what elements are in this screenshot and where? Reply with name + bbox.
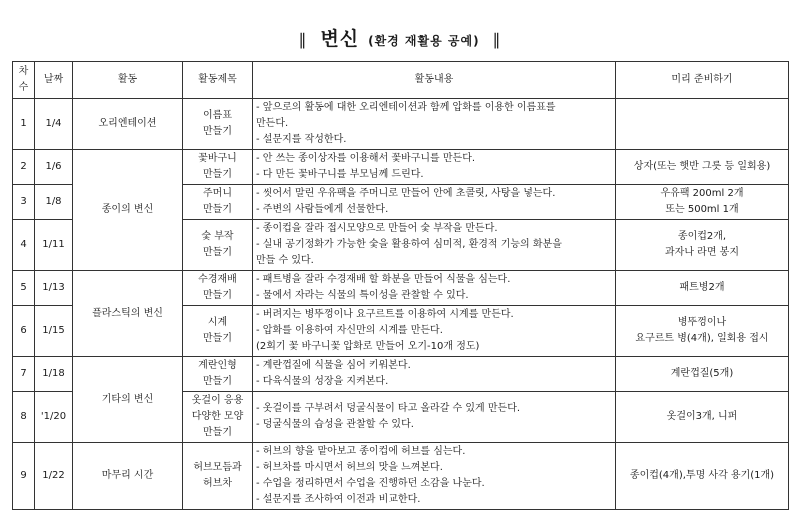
prep-line: 상자(또는 햇반 그릇 등 일회용) [633, 161, 771, 172]
title-line: 만들기 [203, 427, 232, 438]
title-line: 계란인형 [198, 360, 237, 371]
content-line: - 설문지를 조사하여 이전과 비교한다. [256, 494, 421, 505]
title-line: 만들기 [203, 204, 232, 215]
title-line: 주머니 [203, 188, 232, 199]
content-line: - 계란껍질에 식물을 심어 키워본다. [256, 360, 411, 371]
title-line: 이름표 [203, 110, 232, 121]
prep-line: 종이컵(4개),투명 사각 용기(1개) [629, 470, 775, 481]
cell-activity-title [183, 357, 253, 392]
cell-preparation [616, 306, 789, 357]
cell-session: 9 [13, 443, 35, 510]
prep-line: 또는 500ml 1개 [665, 204, 739, 215]
cell-activity-title [183, 271, 253, 306]
cell-activity-title [183, 443, 253, 510]
cell-session: 5 [13, 271, 35, 306]
cell-content [253, 271, 616, 306]
title-subtitle: (환경 재활용 공예) [368, 34, 480, 48]
cell-date: 1/18 [35, 357, 73, 392]
prep-line: 종이컵2개, [677, 231, 727, 242]
cell-preparation [616, 357, 789, 392]
cell-session: 4 [13, 220, 35, 271]
content-line: 만들 수 있다. [256, 255, 314, 266]
cell-activity: 기타의 변신 [73, 357, 183, 443]
table-row [13, 99, 789, 150]
title-line: 허브차 [203, 478, 232, 489]
cell-activity-title [183, 150, 253, 185]
cell-preparation [616, 443, 789, 510]
cell-session: 8 [13, 392, 35, 443]
header-content: 활동내용 [253, 62, 616, 99]
title-bars-right: ∥ [492, 30, 502, 49]
cell-date: 1/6 [35, 150, 73, 185]
cell-content [253, 357, 616, 392]
cell-preparation [616, 99, 789, 150]
header-date: 날짜 [35, 62, 73, 99]
cell-date: 1/13 [35, 271, 73, 306]
cell-date: 1/4 [35, 99, 73, 150]
cell-date: 1/11 [35, 220, 73, 271]
cell-date: '1/20 [35, 392, 73, 443]
cell-activity: 마무리 시간 [73, 443, 183, 510]
table-header-row [13, 62, 789, 99]
title-line: 옷걸이 응용 [191, 395, 244, 406]
cell-content [253, 150, 616, 185]
header-preparation: 미리 준비하기 [616, 62, 789, 99]
header-session: 차수 [13, 62, 35, 99]
prep-line: 요구르트 병(4개), 일회용 접시 [635, 333, 769, 344]
cell-session: 2 [13, 150, 35, 185]
title-line: 만들기 [203, 169, 232, 180]
cell-activity-title [183, 185, 253, 220]
cell-date: 1/22 [35, 443, 73, 510]
content-line: - 허브의 향을 맡아보고 종이컵에 허브를 심는다. [256, 446, 466, 457]
title-line: 만들기 [203, 376, 232, 387]
cell-session: 1 [13, 99, 35, 150]
cell-activity-title [183, 99, 253, 150]
content-line: - 옷걸이를 구부려서 덩굴식물이 타고 올라갈 수 있게 만든다. [256, 403, 521, 414]
title-line: 허브모듬과 [193, 462, 242, 473]
content-line: - 다육식물의 성장을 지켜본다. [256, 376, 389, 387]
title-line: 꽃바구니 [198, 153, 237, 164]
content-line: 만든다. [256, 118, 289, 129]
cell-date: 1/8 [35, 185, 73, 220]
prep-line: 우유팩 200ml 2개 [660, 188, 744, 199]
cell-activity: 오리엔테이션 [73, 99, 183, 150]
cell-session: 3 [13, 185, 35, 220]
header-activity: 활동 [73, 62, 183, 99]
cell-session: 6 [13, 306, 35, 357]
title-line: 만들기 [203, 126, 232, 137]
schedule-table [12, 61, 789, 510]
content-line: - 패트병을 잘라 수경재배 할 화분을 만들어 식물을 심는다. [256, 274, 511, 285]
title-line: 만들기 [203, 333, 232, 344]
table-row [13, 150, 789, 185]
cell-content [253, 443, 616, 510]
content-line: - 버려지는 병뚜껑이나 요구르트를 이용하여 시계를 만든다. [256, 309, 514, 320]
cell-content [253, 185, 616, 220]
content-line: - 물에서 자라는 식물의 특이성을 관찰할 수 있다. [256, 290, 469, 301]
cell-preparation [616, 392, 789, 443]
cell-activity-title [183, 306, 253, 357]
content-line: - 덩굴식물의 습성을 관찰할 수 있다. [256, 419, 414, 430]
cell-session: 7 [13, 357, 35, 392]
title-line: 숯 부작 [201, 231, 234, 242]
content-line: - 수업을 정리하면서 수업을 진행하던 소감을 나눈다. [256, 478, 485, 489]
content-line: (2회기 꽃 바구니꽃 압화로 만들어 오기-10개 정도) [256, 341, 480, 352]
title-line: 만들기 [203, 290, 232, 301]
title-main: 변신 [320, 28, 360, 50]
cell-content [253, 220, 616, 271]
content-line: - 다 만든 꽃바구니를 부모님께 드린다. [256, 169, 424, 180]
content-line: - 앞으로의 활동에 대한 오리엔테이션과 함께 압화를 이용한 이름표를 [256, 102, 556, 113]
content-line: - 씻어서 말린 우유팩을 주머니로 만들어 안에 초콜릿, 사탕을 넣는다. [256, 188, 556, 199]
title-line: 다양한 모양 [191, 411, 244, 422]
cell-preparation [616, 220, 789, 271]
cell-activity: 종이의 변신 [73, 150, 183, 271]
cell-content [253, 392, 616, 443]
content-line: - 압화를 이용하여 자신만의 시계를 만든다. [256, 325, 443, 336]
document-title [0, 24, 800, 51]
cell-preparation [616, 150, 789, 185]
content-line: - 종이컵을 잘라 접시모양으로 만들어 숯 부작을 만든다. [256, 223, 498, 234]
header-activity-title: 활동제목 [183, 62, 253, 99]
cell-date: 1/15 [35, 306, 73, 357]
prep-line: 병뚜껑이나 [677, 317, 727, 328]
cell-content [253, 306, 616, 357]
prep-line: 과자나 라면 봉지 [665, 247, 739, 258]
prep-line: 패트병2개 [679, 282, 725, 293]
cell-content [253, 99, 616, 150]
prep-line: 계란껍질(5개) [670, 368, 734, 379]
title-line: 만들기 [203, 247, 232, 258]
title-line: 수경재배 [198, 274, 237, 285]
cell-activity: 플라스틱의 변신 [73, 271, 183, 357]
content-line: - 실내 공기정화가 가능한 숯을 활용하여 심미적, 환경적 기능의 화분을 [256, 239, 562, 250]
cell-preparation [616, 271, 789, 306]
content-line: - 설문지를 작성한다. [256, 134, 347, 145]
content-line: - 안 쓰는 종이상자를 이용해서 꽃바구니를 만든다. [256, 153, 476, 164]
table-row [13, 271, 789, 306]
cell-preparation [616, 185, 789, 220]
cell-activity-title [183, 220, 253, 271]
cell-activity-title [183, 392, 253, 443]
table-row [13, 357, 789, 392]
title-line: 시계 [207, 317, 228, 328]
content-line: - 주변의 사람들에게 선물한다. [256, 204, 389, 215]
content-line: - 허브차를 마시면서 허브의 맛을 느껴본다. [256, 462, 443, 473]
prep-line: 옷걸이3개, 니퍼 [666, 411, 738, 422]
title-bars-left: ∥ [298, 30, 308, 49]
table-row [13, 443, 789, 510]
